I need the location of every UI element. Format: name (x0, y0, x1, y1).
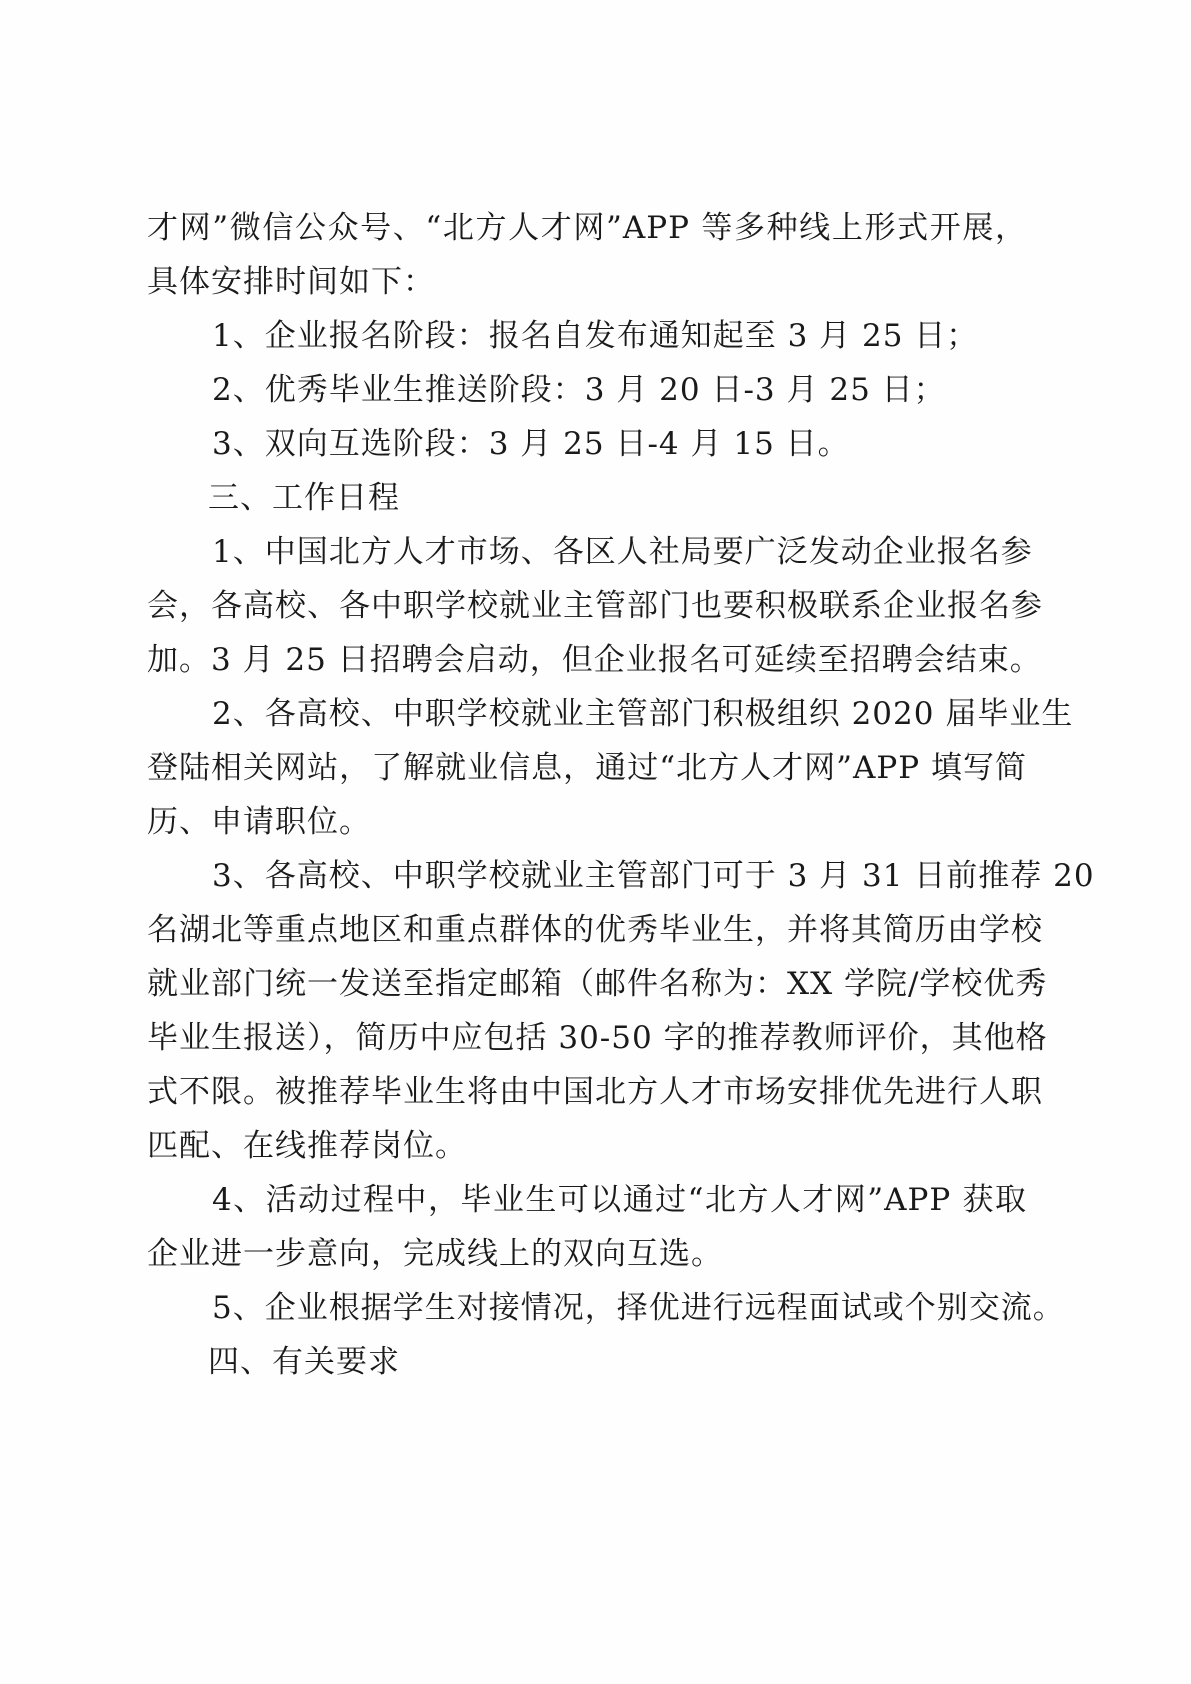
paragraph-line: 名湖北等重点地区和重点群体的优秀毕业生，并将其简历由学校 (147, 912, 1043, 948)
paragraph-line: 就业部门统一发送至指定邮箱（邮件名称为：XX 学院/学校优秀 (147, 966, 1048, 1002)
paragraph-line: 才网”微信公众号、“北方人才网”APP 等多种线上形式开展， (147, 210, 1027, 246)
paragraph-line: 5、企业根据学生对接情况，择优进行远程面试或个别交流。 (212, 1290, 1065, 1326)
section-heading-3: 三、工作日程 (208, 480, 400, 516)
schedule-item-2: 2、优秀毕业生推送阶段：3 月 20 日-3 月 25 日； (212, 372, 946, 408)
paragraph-line: 加。3 月 25 日招聘会启动，但企业报名可延续至招聘会结束。 (147, 642, 1042, 678)
paragraph-line: 毕业生报送），简历中应包括 30-50 字的推荐教师评价，其他格 (147, 1020, 1048, 1056)
paragraph-line: 4、活动过程中，毕业生可以通过“北方人才网”APP 获取 (212, 1182, 1027, 1218)
paragraph-line: 历、申请职位。 (147, 804, 371, 840)
paragraph-line: 式不限。被推荐毕业生将由中国北方人才市场安排优先进行人职 (147, 1074, 1043, 1110)
paragraph-line: 会，各高校、各中职学校就业主管部门也要积极联系企业报名参 (147, 588, 1043, 624)
schedule-item-3: 3、双向互选阶段：3 月 25 日-4 月 15 日。 (212, 426, 850, 462)
paragraph-line: 2、各高校、中职学校就业主管部门积极组织 2020 届毕业生 (212, 696, 1074, 732)
paragraph-line: 具体安排时间如下： (147, 264, 435, 300)
section-heading-4: 四、有关要求 (208, 1344, 400, 1380)
paragraph-line: 企业进一步意向，完成线上的双向互选。 (147, 1236, 723, 1272)
paragraph-line: 匹配、在线推荐岗位。 (147, 1128, 467, 1164)
paragraph-line: 3、各高校、中职学校就业主管部门可于 3 月 31 日前推荐 20 (212, 858, 1095, 894)
paragraph-line: 登陆相关网站，了解就业信息，通过“北方人才网”APP 填写简 (147, 750, 1027, 786)
paragraph-line: 1、中国北方人才市场、各区人社局要广泛发动企业报名参 (212, 534, 1033, 570)
schedule-item-1: 1、企业报名阶段：报名自发布通知起至 3 月 25 日； (212, 318, 979, 354)
